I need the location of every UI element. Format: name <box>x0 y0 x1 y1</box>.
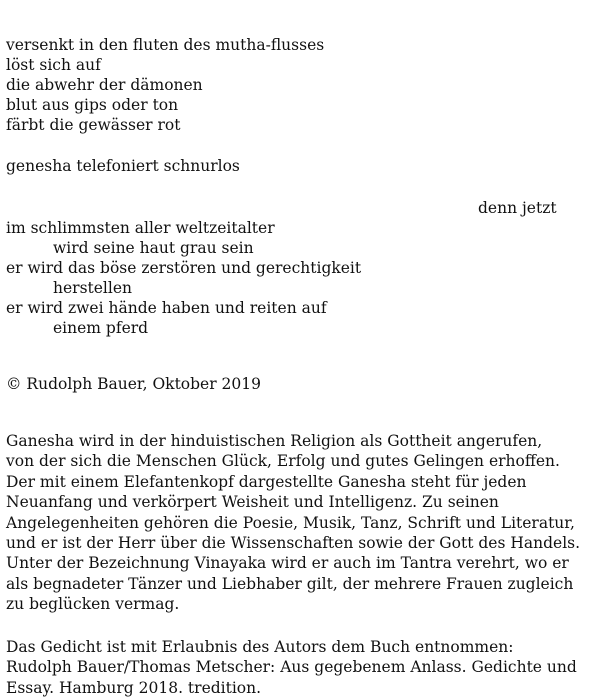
poem-line: genesha telefoniert schnurlos <box>6 157 240 175</box>
commentary-paragraph: Ganesha wird in der hinduistischen Religion als Gottheit angerufen, von der sich die Menschen Glück, Erfolg und gutes Gelingen erhoffen. Der mit einem Elefantenkopf dargestellte Ganesha steht für jeden Neuanfang und verkörpert Weisheit und Intelligenz. Zu seinen Angelegenheiten gehören die Poesie, Musik, Tanz, Schrift und Literatur, und er ist der Herr über die Wissenschaften sowie der Gott des Handels. Unter der Bezeichnung Vinayaka wird er auch im Tantra verehrt, wo er als begnadeter Tänzer und Liebhaber gilt, der mehrere Frauen zugleich zu beglücken vermag. <box>6 432 581 614</box>
poem-line: versenkt in den fluten des mutha-flusses <box>6 36 325 54</box>
poem-line-indented: wird seine haut grau sein <box>53 239 254 257</box>
poem-line: die abwehr der dämonen <box>6 76 203 94</box>
poem-line: löst sich auf <box>6 56 101 74</box>
poem-line: er wird das böse zerstören und gerechtigkeit <box>6 259 362 277</box>
poem-line: färbt die gewässer rot <box>6 116 181 134</box>
poem-line: blut aus gips oder ton <box>6 96 179 114</box>
poem-line: er wird zwei hände haben und reiten auf <box>6 299 327 317</box>
poem-line-indented: einem pferd <box>53 319 149 337</box>
copyright-line: © Rudolph Bauer, Oktober 2019 <box>6 375 262 393</box>
poem-line: im schlimmsten aller weltzeitalter <box>6 219 275 237</box>
poem-line-right: denn jetzt <box>478 199 557 217</box>
source-note-paragraph: Das Gedicht ist mit Erlaubnis des Autors dem Buch entnommen: Rudolph Bauer/Thomas Metscher: Aus gegebenem Anlass. Gedichte und Essay. Hamburg 2018. tredition. <box>6 638 577 697</box>
poem-line-indented: herstellen <box>53 279 132 297</box>
